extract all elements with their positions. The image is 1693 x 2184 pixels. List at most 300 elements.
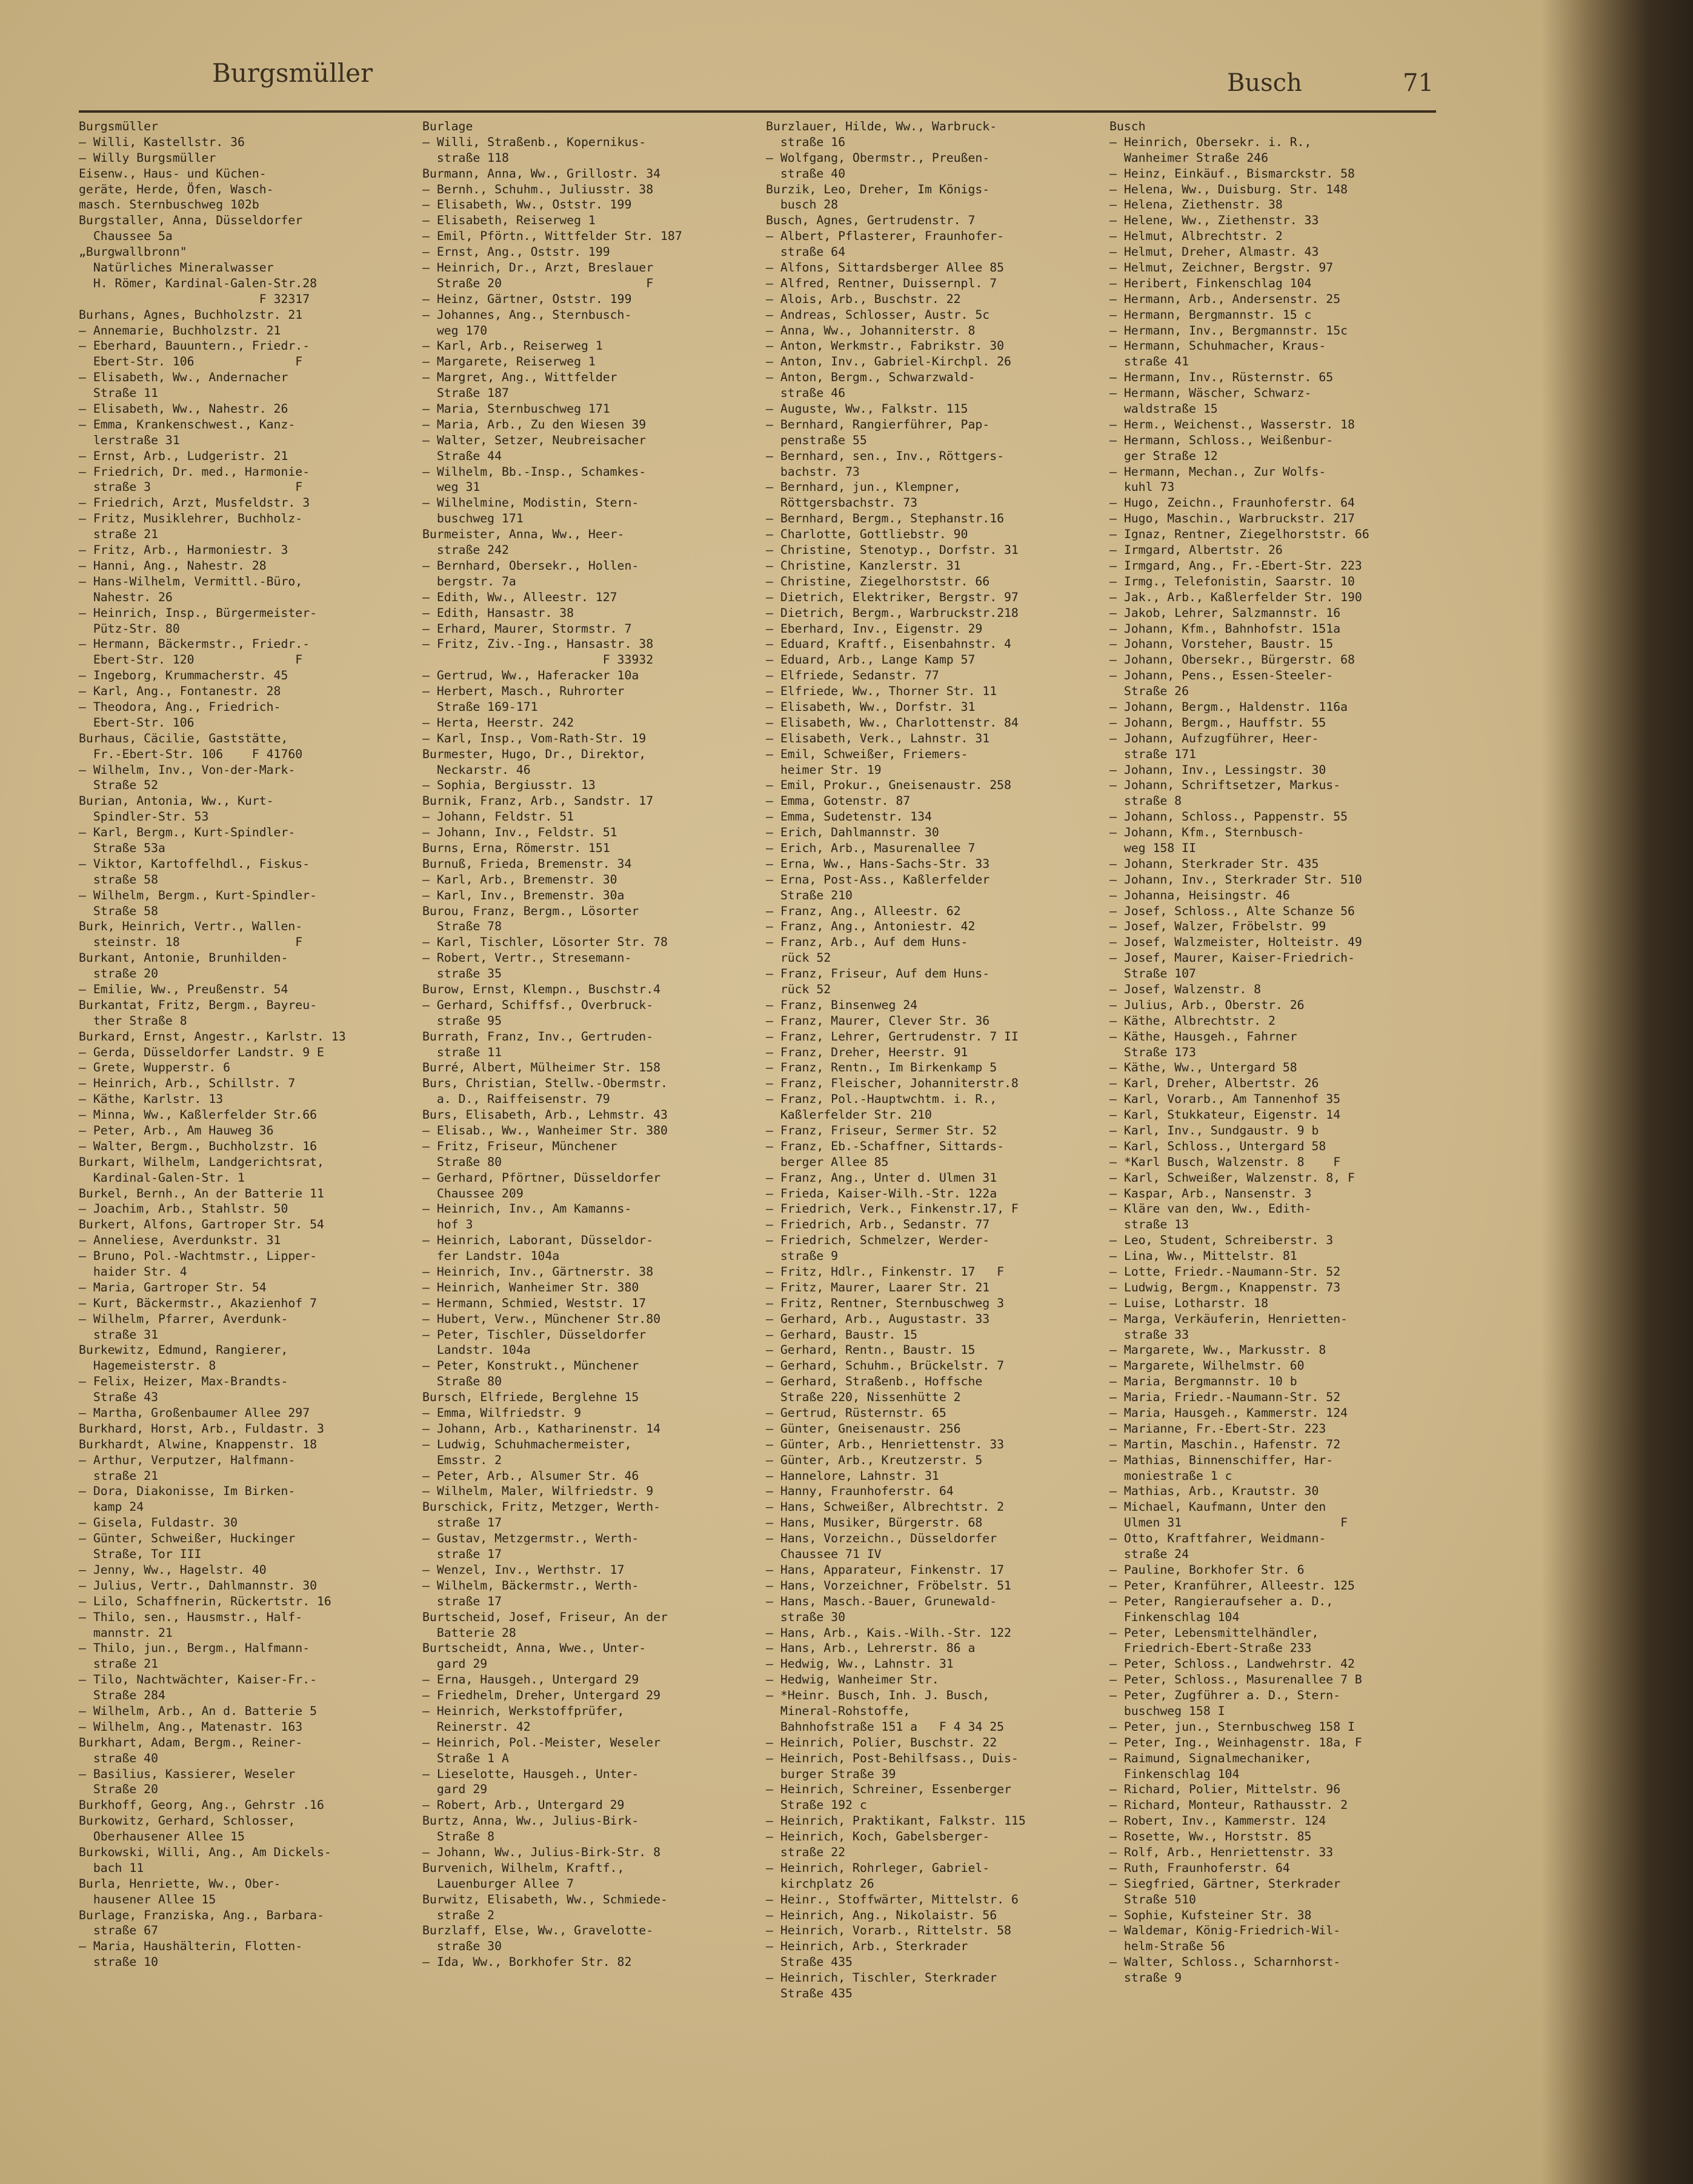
directory-entry-line: — Gisela, Fuldastr. 30	[79, 1516, 238, 1530]
directory-entry-line: rück 52	[766, 982, 831, 996]
directory-entry-line: Chaussee 209	[422, 1186, 524, 1200]
directory-entry-line: — Lina, Ww., Mittelstr. 81	[1109, 1249, 1297, 1263]
directory-entry-line: — Wilhelm, Arb., An d. Batterie 5	[79, 1703, 318, 1718]
directory-entry-line: Burian, Antonia, Ww., Kurt-	[79, 794, 274, 808]
directory-entry-line: Straße 210	[766, 888, 853, 902]
directory-entry-line: — Lilo, Schaffnerin, Rückertstr. 16	[79, 1594, 331, 1608]
directory-entry-line: — Alois, Arb., Buschstr. 22	[766, 291, 961, 306]
directory-entry-line: Reinerstr. 42	[422, 1719, 531, 1734]
column-1	[79, 119, 405, 2161]
directory-entry-line: — Ernst, Ang., Oststr. 199	[422, 245, 610, 259]
directory-entry-line: — Friedrich, Verk., Finkenstr.17, F	[766, 1202, 1019, 1216]
directory-entry-line: — Franz, Ang., Alleestr. 62	[766, 904, 961, 918]
header-rule	[79, 110, 1436, 113]
directory-entry-line: — Franz, Ang., Unter d. Ulmen 31	[766, 1170, 997, 1185]
directory-entry-line: straße 40	[79, 1751, 159, 1765]
directory-entry-line: — Johann, Ww., Julius-Birk-Str. 8	[422, 1845, 661, 1859]
directory-entry-line: — Friedrich, Dr. med., Harmonie-	[79, 464, 310, 479]
directory-entry-line: — Franz, Eb.-Schaffner, Sittards-	[766, 1139, 1005, 1153]
directory-entry-line: — Jak., Arb., Kaßlerfelder Str. 190	[1109, 590, 1362, 604]
directory-entry-line: — Dietrich, Bergm., Warbruckstr.218	[766, 605, 1019, 620]
directory-entry-line: Burmeister, Anna, Ww., Heer-	[422, 527, 625, 542]
directory-entry-line: — Heinrich, Pol.-Meister, Weseler	[422, 1735, 661, 1750]
directory-entry-line: — Jakob, Lehrer, Salzmannstr. 16	[1109, 605, 1341, 620]
directory-entry-line: Straße 26	[1109, 684, 1189, 699]
directory-entry-line: — Eduard, Arb., Lange Kamp 57	[766, 653, 976, 667]
directory-entry-line: — Thilo, jun., Bergm., Halfmann-	[79, 1641, 310, 1656]
directory-entry-line: — Walter, Schloss., Scharnhorst-	[1109, 1955, 1341, 1969]
directory-entry-line: — Gerhard, Straßenb., Hoffsche	[766, 1374, 983, 1389]
header-left-keyword: Burgsmüller	[212, 58, 373, 88]
directory-entry-line: — Theodora, Ang., Friedrich-	[79, 699, 281, 714]
directory-entry-line: — Hans-Wilhelm, Vermittl.-Büro,	[79, 574, 303, 588]
directory-entry-line: Oberhausener Allee 15	[79, 1829, 245, 1844]
directory-entry-line: — Arthur, Verputzer, Halfmann-	[79, 1453, 296, 1467]
directory-entry-line: — Rolf, Arb., Henriettenstr. 33	[1109, 1845, 1334, 1859]
directory-entry-line: straße 33	[1109, 1327, 1189, 1342]
directory-entry-line: — Anneliese, Averdunkstr. 31	[79, 1233, 281, 1248]
directory-entry-line: straße 9	[766, 1249, 839, 1263]
directory-entry-line: weg 31	[422, 480, 481, 494]
directory-entry-line: — Julius, Arb., Oberstr. 26	[1109, 997, 1305, 1012]
directory-entry-line: — Eduard, Kraftf., Eisenbahnstr. 4	[766, 637, 1011, 651]
directory-entry-line: — Maria, Arb., Zu den Wiesen 39	[422, 417, 647, 431]
directory-entry-line: — Elisabeth, Ww., Dorfstr. 31	[766, 699, 976, 714]
directory-entry-line: — Richard, Polier, Mittelstr. 96	[1109, 1782, 1341, 1797]
directory-entry-line: — Hans, Vorzeichner, Fröbelstr. 51	[766, 1578, 1011, 1593]
directory-entry-line: mannstr. 21	[79, 1625, 173, 1640]
directory-entry-line: — Hannelore, Lahnstr. 31	[766, 1468, 939, 1483]
directory-entry-line: — Hans, Apparateur, Finkenstr. 17	[766, 1562, 1005, 1577]
directory-entry-line: Straße 11	[79, 386, 159, 401]
directory-entry-line: lerstraße 31	[79, 433, 180, 447]
directory-entry-line: — Emma, Krankenschwest., Kanz-	[79, 417, 296, 431]
directory-entry-line: Fr.-Ebert-Str. 106 F 41760	[79, 747, 303, 761]
directory-entry-line: Wanheimer Straße 246	[1109, 150, 1269, 165]
directory-entry-line: — Viktor, Kartoffelhdl., Fiskus-	[79, 856, 310, 871]
directory-entry-line: — Ludwig, Schuhmachermeister,	[422, 1437, 632, 1451]
directory-entry-line: — Helena, Ziethenstr. 38	[1109, 198, 1283, 212]
directory-entry-line: — Wilhelm, Inv., Von-der-Mark-	[79, 762, 296, 777]
directory-entry-line: — Emilie, Ww., Preußenstr. 54	[79, 982, 288, 996]
directory-entry-line: — Heinrich, Werkstoffprüfer,	[422, 1703, 625, 1718]
directory-entry-line: — Friedrich, Arzt, Musfeldstr. 3	[79, 496, 310, 510]
directory-entry-line: kirchplatz 26	[766, 1876, 874, 1891]
directory-entry-line: Burhaus, Cäcilie, Gaststätte,	[79, 731, 288, 745]
directory-entry-line: straße 58	[79, 872, 159, 887]
directory-entry-line: — Johann, Inv., Feldstr. 51	[422, 825, 617, 840]
directory-entry-line: — Karl, Inv., Sundgaustr. 9 b	[1109, 1124, 1319, 1137]
directory-entry-line: Busch, Agnes, Gertrudenstr. 7	[766, 213, 976, 228]
directory-entry-line: — Willi, Straßenb., Kopernikus-	[422, 135, 647, 149]
directory-entry-line: — Robert, Vertr., Stresemann-	[422, 951, 632, 965]
directory-entry-line: Emsstr. 2	[422, 1453, 502, 1467]
directory-entry-line: — Erna, Ww., Hans-Sachs-Str. 33	[766, 856, 990, 871]
directory-entry-line: — Anna, Ww., Johanniterstr. 8	[766, 323, 976, 338]
directory-entry-line: buschweg 171	[422, 511, 524, 526]
directory-entry-line: Burvenich, Wilhelm, Kraftf.,	[422, 1860, 625, 1875]
directory-entry-line: — Emil, Pförtn., Wittfelder Str. 187	[422, 229, 682, 244]
directory-entry-line: Friedrich-Ebert-Straße 233	[1109, 1641, 1312, 1656]
directory-entry-line: — Fritz, Maurer, Laarer Str. 21	[766, 1280, 990, 1294]
directory-entry-line: — Heinrich, Arb., Schillstr. 7	[79, 1076, 296, 1091]
directory-entry-line: — Peter, Arb., Am Hauweg 36	[79, 1124, 274, 1137]
directory-entry-line: straße 67	[79, 1923, 159, 1938]
directory-entry-line: — Maria, Friedr.-Naumann-Str. 52	[1109, 1390, 1341, 1405]
directory-entry-line: — Gustav, Metzgermstr., Werth-	[422, 1531, 639, 1546]
directory-entry-line: Burkart, Wilhelm, Landgerichtsrat,	[79, 1154, 324, 1169]
book-spine-shadow	[1542, 0, 1693, 2184]
directory-entry-line: — Emma, Wilfriedstr. 9	[422, 1406, 582, 1420]
directory-entry-line: straße 17	[422, 1594, 502, 1608]
directory-entry-line: Batterie 28	[422, 1625, 516, 1640]
directory-entry-line: — Karl, Dreher, Albertstr. 26	[1109, 1076, 1319, 1091]
directory-entry-line: — Heribert, Finkenschlag 104	[1109, 276, 1312, 290]
directory-entry-line: Kaßlerfelder Str. 210	[766, 1108, 932, 1122]
directory-entry-line: — *Heinr. Busch, Inh. J. Busch,	[766, 1688, 990, 1703]
directory-entry-line: Straße 20	[79, 1782, 159, 1797]
directory-entry-line: burger Straße 39	[766, 1766, 896, 1781]
directory-entry-line: — Ingeborg, Krummacherstr. 45	[79, 668, 288, 683]
directory-entry-line: — Hugo, Maschin., Warbruckstr. 217	[1109, 511, 1355, 526]
directory-entry-line: fer Landstr. 104a	[422, 1249, 560, 1263]
directory-entry-line: Straße 43	[79, 1390, 159, 1405]
directory-entry-line: — Hermann, Schloss., Weißenbur-	[1109, 433, 1334, 447]
directory-entry-line: — Hugo, Zeichn., Fraunhoferstr. 64	[1109, 496, 1355, 510]
directory-entry-line: — Felix, Heizer, Max-Brandts-	[79, 1374, 288, 1389]
directory-entry-line: straße 2	[422, 1908, 495, 1922]
directory-entry-line: Chaussee 71 IV	[766, 1547, 882, 1562]
directory-entry-line: — Heinrich, Praktikant, Falkstr. 115	[766, 1814, 1026, 1828]
directory-entry-line: — Käthe, Albrechtstr. 2	[1109, 1013, 1276, 1028]
directory-entry-line: straße 3 F	[79, 480, 303, 494]
page-header	[79, 58, 1436, 107]
directory-entry-line: — Marga, Verkäuferin, Henrietten-	[1109, 1311, 1348, 1326]
directory-entry-line: straße 30	[422, 1939, 502, 1954]
directory-entry-line: Natürliches Mineralwasser	[79, 261, 274, 275]
directory-entry-line: — Hermann, Schuhmacher, Kraus-	[1109, 339, 1326, 353]
directory-entry-line: ger Straße 12	[1109, 448, 1218, 463]
directory-entry-line: Burzlaff, Else, Ww., Gravelotte-	[422, 1923, 654, 1938]
directory-entry-line: — Maria, Gartroper Str. 54	[79, 1280, 267, 1294]
column-4	[1109, 119, 1436, 2161]
directory-entry-line: — Peter, Kranführer, Alleestr. 125	[1109, 1578, 1355, 1593]
directory-entry-line: Straße 80	[422, 1374, 502, 1389]
directory-entry-line: straße 21	[79, 1657, 159, 1671]
directory-entry-line: — Gerhard, Rentn., Baustr. 15	[766, 1343, 976, 1357]
directory-entry-line: — Hermann, Mechan., Zur Wolfs-	[1109, 464, 1326, 479]
directory-entry-line: — Elisabeth, Ww., Nahestr. 26	[79, 402, 288, 416]
directory-entry-line: straße 21	[79, 1468, 159, 1483]
directory-entry-line: a. D., Raiffeisenstr. 79	[422, 1092, 610, 1107]
directory-entry-line: — Peter, Lebensmittelhändler,	[1109, 1625, 1319, 1640]
directory-entry-line: — Josef, Walzer, Fröbelstr. 99	[1109, 919, 1326, 934]
directory-entry-line: — Margarete, Reiserweg 1	[422, 355, 596, 369]
directory-entry-line: — Siegfried, Gärtner, Sterkrader	[1109, 1876, 1341, 1891]
directory-entry-line: Burou, Franz, Bergm., Lösorter	[422, 904, 639, 918]
directory-entry-line: — Eberhard, Bauuntern., Friedr.-	[79, 339, 310, 353]
directory-entry-line: — Franz, Friseur, Sermer Str. 52	[766, 1124, 997, 1137]
directory-entry-line: penstraße 55	[766, 433, 867, 447]
directory-entry-line: — Elisabeth, Ww., Charlottenstr. 84	[766, 715, 1019, 730]
directory-entry-line: — Frieda, Kaiser-Wilh.-Str. 122a	[766, 1186, 997, 1200]
directory-entry-line: — Robert, Arb., Untergard 29	[422, 1798, 625, 1813]
directory-entry-line: — Bernh., Schuhm., Juliusstr. 38	[422, 182, 654, 196]
directory-entry-line: — Hubert, Verw., Münchener Str.80	[422, 1311, 661, 1326]
directory-entry-line: — Charlotte, Gottliebstr. 90	[766, 527, 968, 542]
directory-entry-line: straße 8	[1109, 794, 1182, 808]
directory-entry-line: Ebert-Str. 106	[79, 715, 195, 730]
directory-entry-line: Burmester, Hugo, Dr., Direktor,	[422, 747, 647, 761]
directory-entry-line: weg 170	[422, 323, 488, 338]
directory-entry-line: — Ida, Ww., Borkhofer Str. 82	[422, 1955, 632, 1969]
directory-entry-line: — Elisab., Ww., Wanheimer Str. 380	[422, 1124, 668, 1137]
directory-entry-line: — Erich, Dahlmannstr. 30	[766, 825, 939, 840]
directory-entry-line: — Maria, Sternbuschweg 171	[422, 402, 610, 416]
directory-entry-line: — Wenzel, Inv., Werthstr. 17	[422, 1562, 625, 1577]
header-right-keyword: Busch	[1227, 69, 1302, 97]
directory-entry-line: Finkenschlag 104	[1109, 1610, 1240, 1624]
directory-entry-line: — Ludwig, Bergm., Knappenstr. 73	[1109, 1280, 1341, 1294]
directory-entry-line: — Erna, Post-Ass., Kaßlerfelder	[766, 872, 990, 887]
directory-entry-line: — Maria, Bergmannstr. 10 b	[1109, 1374, 1297, 1389]
directory-entry-line: Straße 192 c	[766, 1798, 867, 1813]
directory-entry-line: — Gerhard, Arb., Augustastr. 33	[766, 1311, 990, 1326]
directory-entry-line: — Elfriede, Sedanstr. 77	[766, 668, 939, 683]
directory-entry-line: — Hedwig, Ww., Lahnstr. 31	[766, 1657, 954, 1671]
directory-entry-line: steinstr. 18 F	[79, 935, 303, 950]
directory-entry-line: Burk, Heinrich, Vertr., Wallen-	[79, 919, 303, 934]
directory-entry-line: — Peter, Schloss., Masurenallee 7 B	[1109, 1673, 1362, 1687]
directory-entry-line: Burmann, Anna, Ww., Grillostr. 34	[422, 166, 661, 181]
directory-entry-line: — Johann, Aufzugführer, Heer-	[1109, 731, 1319, 745]
directory-entry-line: — Wilhelmine, Modistin, Stern-	[422, 496, 639, 510]
directory-entry-line: Burs, Christian, Stellw.-Obermstr.	[422, 1076, 668, 1091]
directory-entry-line: — Hans, Vorzeichn., Düsseldorfer	[766, 1531, 997, 1546]
directory-entry-line: — Josef, Schloss., Alte Schanze 56	[1109, 904, 1355, 918]
directory-entry-line: Ulmen 31 F	[1109, 1516, 1348, 1530]
directory-entry-line: — Wilhelm, Pfarrer, Averdunk-	[79, 1311, 288, 1326]
directory-entry-line: — Sophia, Bergiusstr. 13	[422, 778, 596, 793]
directory-entry-line: Spindler-Str. 53	[79, 810, 209, 824]
directory-entry-line: Straße 220, Nissenhütte 2	[766, 1390, 961, 1405]
directory-entry-line: — Franz, Lehrer, Gertrudenstr. 7 II	[766, 1029, 1019, 1044]
directory-entry-line: — Emma, Sudetenstr. 134	[766, 810, 932, 824]
directory-entry-line: — Wilhelm, Ang., Matenastr. 163	[79, 1719, 303, 1734]
directory-entry-line: — Franz, Friseur, Auf dem Huns-	[766, 967, 990, 981]
directory-entry-line: Straße 20 F	[422, 276, 654, 290]
directory-entry-line: — Thilo, sen., Hausmstr., Half-	[79, 1610, 303, 1624]
directory-entry-line: — Emil, Schweißer, Friemers-	[766, 747, 968, 761]
directory-entry-line: — Heinrich, Insp., Bürgermeister-	[79, 605, 318, 620]
directory-entry-line: — Andreas, Schlosser, Austr. 5c	[766, 307, 990, 322]
directory-entry-line: gard 29	[422, 1782, 488, 1797]
directory-entry-line: — Margarete, Ww., Markusstr. 8	[1109, 1343, 1326, 1357]
directory-entry-line: Finkenschlag 104	[1109, 1766, 1240, 1781]
directory-entry-line: Burré, Albert, Mülheimer Str. 158	[422, 1060, 661, 1075]
directory-entry-line: — Johanna, Heisingstr. 46	[1109, 888, 1290, 902]
directory-entry-line: — Herm., Weichenst., Wasserstr. 18	[1109, 417, 1355, 431]
directory-entry-line: — Lotte, Friedr.-Naumann-Str. 52	[1109, 1265, 1341, 1279]
directory-entry-line: — Heinrich, Post-Behilfsass., Duis-	[766, 1751, 1019, 1765]
directory-entry-line: Landstr. 104a	[422, 1343, 531, 1357]
directory-entry-line: — Robert, Inv., Kammerstr. 124	[1109, 1814, 1326, 1828]
directory-entry-line: — Käthe, Ww., Untergard 58	[1109, 1060, 1297, 1075]
directory-entry-line: — Willy Burgsmüller	[79, 150, 216, 165]
directory-entry-line: — Karl, Insp., Vom-Rath-Str. 19	[422, 731, 647, 745]
directory-entry-line: — Hermann, Inv., Rüsternstr. 65	[1109, 370, 1334, 385]
directory-entry-line: Chaussee 5a	[79, 229, 173, 244]
directory-entry-line: — Basilius, Kassierer, Weseler	[79, 1766, 296, 1781]
directory-entry-line: — Christine, Kanzlerstr. 31	[766, 558, 961, 573]
directory-entry-line: — Walter, Bergm., Buchholzstr. 16	[79, 1139, 318, 1153]
directory-entry-line: — Heinrich, Schreiner, Essenberger	[766, 1782, 1011, 1797]
directory-entry-line: Hagemeisterstr. 8	[79, 1359, 216, 1373]
directory-entry-line: weg 158 II	[1109, 841, 1196, 855]
directory-entry-line: — Hans, Arb., Lehrerstr. 86 a	[766, 1641, 976, 1656]
directory-entry-line: Burzik, Leo, Dreher, Im Königs-	[766, 182, 990, 196]
directory-entry-line: — Franz, Binsenweg 24	[766, 997, 918, 1012]
directory-entry-line: — Martin, Maschin., Hafenstr. 72	[1109, 1437, 1341, 1451]
directory-entry-line: moniestraße 1 c	[1109, 1468, 1232, 1483]
directory-entry-line: — Bernhard, jun., Klempner,	[766, 480, 961, 494]
directory-entry-line: straße 95	[422, 1013, 502, 1028]
directory-entry-line: hof 3	[422, 1217, 473, 1232]
directory-entry-line: straße 11	[422, 1045, 502, 1059]
directory-entry-line: — Lieselotte, Hausgeh., Unter-	[422, 1766, 639, 1781]
directory-entry-line: — Josef, Walzmeister, Holteistr. 49	[1109, 935, 1362, 950]
directory-entry-line: — Alfons, Sittardsberger Allee 85	[766, 261, 1005, 275]
directory-entry-line: — Günter, Arb., Henriettenstr. 33	[766, 1437, 1005, 1451]
directory-entry-line: Burkantat, Fritz, Bergm., Bayreu-	[79, 997, 318, 1012]
directory-entry-line: — Johann, Inv., Sterkrader Str. 510	[1109, 872, 1362, 887]
directory-entry-line: — Helmut, Albrechtstr. 2	[1109, 229, 1283, 244]
directory-entry-line: H. Römer, Kardinal-Galen-Str.28	[79, 276, 318, 290]
columns-container	[79, 119, 1436, 2161]
directory-entry-line: — Edith, Ww., Alleestr. 127	[422, 590, 617, 604]
directory-entry-line: — Herbert, Masch., Ruhrorter	[422, 684, 625, 699]
column-3	[766, 119, 1093, 2161]
directory-entry-line: — Irmg., Telefonistin, Saarstr. 10	[1109, 574, 1355, 588]
directory-entry-line: Nahestr. 26	[79, 590, 173, 604]
directory-entry-line: — Christine, Stenotyp., Dorfstr. 31	[766, 543, 1019, 558]
directory-entry-line: — Franz, Ang., Antoniestr. 42	[766, 919, 976, 934]
directory-entry-line: Burtscheid, Josef, Friseur, An der	[422, 1610, 668, 1624]
directory-entry-line: Burkert, Alfons, Gartroper Str. 54	[79, 1217, 324, 1232]
directory-entry-line: Burkard, Ernst, Angestr., Karlstr. 13	[79, 1029, 346, 1044]
directory-entry-line: Straße 284	[79, 1688, 165, 1703]
directory-entry-line: — Bernhard, sen., Inv., Röttgers-	[766, 448, 1005, 463]
directory-entry-line: — Minna, Ww., Kaßlerfelder Str.66	[79, 1108, 318, 1122]
directory-entry-line: Burns, Erna, Römerstr. 151	[422, 841, 610, 855]
directory-entry-line: — Helena, Ww., Duisburg. Str. 148	[1109, 182, 1348, 196]
directory-entry-line: straße 46	[766, 386, 846, 401]
directory-entry-line: — Johannes, Ang., Sternbusch-	[422, 307, 632, 322]
directory-entry-line: Burla, Henriette, Ww., Ober-	[79, 1876, 281, 1891]
directory-entry-line: — Helmut, Zeichner, Bergstr. 97	[1109, 261, 1334, 275]
directory-entry-line: — Hermann, Bäckermstr., Friedr.-	[79, 637, 310, 651]
directory-entry-line: Röttgersbachstr. 73	[766, 496, 918, 510]
directory-entry-line: — Erna, Hausgeh., Untergard 29	[422, 1673, 639, 1687]
directory-entry-line: F 33932	[422, 653, 654, 667]
directory-entry-line: — Wilhelm, Bergm., Kurt-Spindler-	[79, 888, 318, 902]
directory-entry-line: — Irmgard, Ang., Fr.-Ebert-Str. 223	[1109, 558, 1362, 573]
directory-entry-line: — Gerhard, Pförtner, Düsseldorfer	[422, 1170, 661, 1185]
directory-entry-line: — Wilhelm, Maler, Wilfriedstr. 9	[422, 1484, 654, 1499]
directory-entry-line: Burtz, Anna, Ww., Julius-Birk-	[422, 1814, 639, 1828]
directory-entry-line: — Hans, Musiker, Bürgerstr. 68	[766, 1516, 983, 1530]
directory-entry-line: — Heinrich, Polier, Buschstr. 22	[766, 1735, 997, 1750]
directory-entry-line: — Hans, Arb., Kais.-Wilh.-Str. 122	[766, 1625, 1011, 1640]
directory-entry-line: — Hanny, Fraunhoferstr. 64	[766, 1484, 954, 1499]
directory-entry-line: — Maria, Haushälterin, Flotten-	[79, 1939, 303, 1954]
directory-entry-line: masch. Sternbuschweg 102b	[79, 198, 259, 212]
directory-entry-line: — Herta, Heerstr. 242	[422, 715, 574, 730]
directory-entry-line: gard 29	[422, 1657, 488, 1671]
directory-entry-line: straße 242	[422, 543, 509, 558]
directory-entry-line: — Hermann, Arb., Andersenstr. 25	[1109, 291, 1341, 306]
directory-entry-line: — Heinrich, Dr., Arzt, Breslauer	[422, 261, 654, 275]
directory-entry-line: — Ernst, Arb., Ludgeristr. 21	[79, 448, 288, 463]
directory-entry-line: — Elisabeth, Reiserweg 1	[422, 213, 596, 228]
directory-entry-line: — Anton, Werkmstr., Fabrikstr. 30	[766, 339, 1005, 353]
directory-entry-line: straße 24	[1109, 1547, 1189, 1562]
directory-entry-line: heimer Str. 19	[766, 762, 882, 777]
directory-entry-line: — Anton, Inv., Gabriel-Kirchpl. 26	[766, 355, 1011, 369]
directory-entry-line: Burkhart, Adam, Bergm., Reiner-	[79, 1735, 303, 1750]
directory-entry-line: — Karl, Vorarb., Am Tannenhof 35	[1109, 1092, 1341, 1107]
directory-entry-line: Burlage	[422, 119, 473, 133]
directory-entry-line: — Peter, Rangieraufseher a. D.,	[1109, 1594, 1334, 1608]
directory-entry-line: — Franz, Fleischer, Johanniterstr.8	[766, 1076, 1019, 1091]
directory-entry-line: — Friedrich, Arb., Sedanstr. 77	[766, 1217, 990, 1232]
directory-entry-line: Pütz-Str. 80	[79, 621, 180, 636]
directory-entry-line: Mineral-Rohstoffe,	[766, 1703, 911, 1718]
directory-entry-line: — Elisabeth, Ww., Andernacher	[79, 370, 288, 385]
directory-entry-line: straße 41	[1109, 355, 1189, 369]
directory-entry-line: hausener Allee 15	[79, 1892, 216, 1906]
directory-entry-line: Burkant, Antonie, Brunhilden-	[79, 951, 288, 965]
directory-entry-line: — Hanni, Ang., Nahestr. 28	[79, 558, 267, 573]
directory-entry-line: kamp 24	[79, 1500, 144, 1514]
directory-entry-line: — Ruth, Fraunhoferstr. 64	[1109, 1860, 1290, 1875]
directory-entry-line: F 32317	[79, 291, 310, 306]
directory-entry-line: — Günter, Gneisenaustr. 256	[766, 1421, 961, 1436]
directory-entry-line: — Raimund, Signalmechaniker,	[1109, 1751, 1312, 1765]
directory-entry-line: — Hans, Masch.-Bauer, Grunewald-	[766, 1594, 997, 1608]
directory-entry-line: — Josef, Walzenstr. 8	[1109, 982, 1262, 996]
directory-entry-line: — Jenny, Ww., Hagelstr. 40	[79, 1562, 267, 1577]
directory-entry-line: — Johann, Obersekr., Bürgerstr. 68	[1109, 653, 1355, 667]
directory-entry-line: — Heinrich, Koch, Gabelsberger-	[766, 1829, 990, 1844]
directory-entry-line: — Karl, Schweißer, Walzenstr. 8, F	[1109, 1170, 1355, 1185]
directory-entry-line: — Marianne, Fr.-Ebert-Str. 223	[1109, 1421, 1326, 1436]
directory-entry-line: Burkowski, Willi, Ang., Am Dickels-	[79, 1845, 331, 1859]
directory-entry-line: — Rosette, Ww., Horststr. 85	[1109, 1829, 1312, 1844]
directory-entry-line: — Johann, Schloss., Pappenstr. 55	[1109, 810, 1348, 824]
directory-entry-line: — Karl, Bergm., Kurt-Spindler-	[79, 825, 296, 840]
directory-entry-line: Eisenw., Haus- und Küchen-	[79, 166, 267, 181]
directory-entry-line: — Richard, Monteur, Rathausstr. 2	[1109, 1798, 1348, 1813]
directory-entry-line: — Christine, Ziegelhorststr. 66	[766, 574, 990, 588]
directory-entry-line: — Hermann, Wäscher, Schwarz-	[1109, 386, 1312, 401]
directory-entry-line: Straße 52	[79, 778, 159, 793]
directory-entry-line: Burlage, Franziska, Ang., Barbara-	[79, 1908, 324, 1922]
directory-entry-line: — Leo, Student, Schreiberstr. 3	[1109, 1233, 1334, 1248]
directory-entry-line: — Hermann, Inv., Bergmannstr. 15c	[1109, 323, 1348, 338]
directory-entry-line: — Ignaz, Rentner, Ziegelhorststr. 66	[1109, 527, 1369, 542]
directory-entry-line: — Karl, Stukkateur, Eigenstr. 14	[1109, 1108, 1341, 1122]
